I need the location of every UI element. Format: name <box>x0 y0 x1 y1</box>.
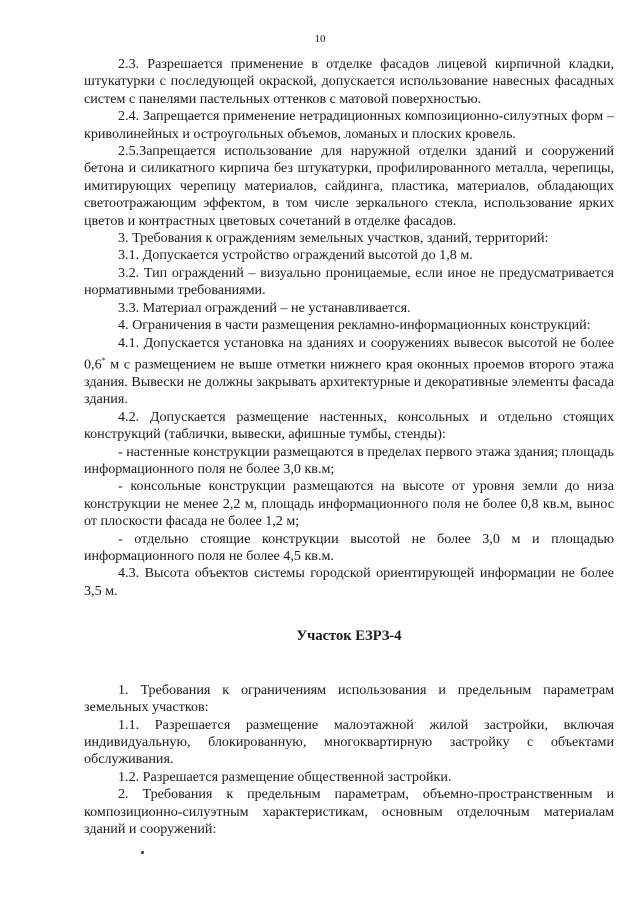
scan-speck <box>141 851 144 854</box>
footnote-mark: * <box>101 355 106 365</box>
document-body <box>84 56 614 838</box>
paragraph: 3.2. Тип ограждений – визуально проницаемые, если иное не предусматривается нормативными требованиями. <box>84 264 614 299</box>
paragraph: - настенные конструкции размещаются в пределах первого этажа здания; площадь информационного поля не более 3,0 кв.м; <box>84 443 614 478</box>
section-heading: Участок ЕЗРЗ-4 <box>296 628 402 645</box>
page-number: 10 <box>314 33 326 45</box>
paragraph: 1. Требования к ограничениям использования и предельным параметрам земельных участков: <box>84 681 614 716</box>
paragraph-4-1-text-start: 4.1. Допускается установка на зданиях и сооружениях вывесок высотой не более 0,6 <box>84 334 614 373</box>
paragraph: 3. Требования к ограждениям земельных участков, зданий, территорий: <box>118 230 549 247</box>
paragraph: - консольные конструкции размещаются на высоте от уровня земли до низа конструкции не менее 2,2 м, площадь информационного поля не более 0,8 кв.м, вынос от плоскости фасада не более 1,2 м; <box>84 478 614 530</box>
paragraph: 2. Требования к предельным параметрам, объемно-пространственным и композиционно-силуэтным характеристикам, основным отделочным материалам зданий и сооружений: <box>84 786 614 837</box>
paragraph: 4. Ограничения в части размещения рекламно-информационных конструкций: <box>118 317 591 334</box>
paragraph: 4.3. Высота объектов системы городской ориентирующей информации не более 3,5 м. <box>84 565 614 599</box>
paragraph: 4.2. Допускается размещение настенных, консольных и отдельно стоящих конструкций (таблички, вывески, афишные тумбы, стенды): <box>84 408 614 443</box>
paragraph-4-1-text-end: м с размещением не выше отметки нижнего края оконных проемов второго этажа здания. Вывески не должны закрывать архитектурные и декоративные элементы фасада здания. <box>84 356 614 408</box>
paragraph: 2.3. Разрешается применение в отделке фасадов лицевой кирпичной кладки, штукатурки с последующей окраской, допускается использование навесных фасадных систем с панелями пастельных оттенков с матовой поверхностью. <box>84 56 614 107</box>
paragraph: 3.1. Допускается устройство ограждений высотой до 1,8 м. <box>118 247 473 264</box>
paragraph: 1.1. Разрешается размещение малоэтажной жилой застройки, включая индивидуальную, блокированную, многоквартирную застройку с объектами обслуживания. <box>84 716 614 768</box>
paragraph: - отдельно стоящие конструкции высотой не более 3,0 м и площадью информационного поля не более 4,5 кв.м. <box>84 530 614 565</box>
paragraph-4-1 <box>84 335 614 409</box>
paragraph: 3.3. Материал ограждений – не устанавливается. <box>118 299 411 316</box>
paragraph: 2.5.Запрещается использование для наружной отделки зданий и сооружений бетона и силикатного кирпича без штукатурки, профилированного металла, черепицы, имитирующих черепицу материалов, сайдинга, пластика, материалов, обладающих светоотражающим эффектом, в том числе зеркального стекла, использование ярких цветов и контрастных цветовых сочетаний в отделке фасадов. <box>84 143 614 229</box>
paragraph: 1.2. Разрешается размещение общественной застройки. <box>118 768 452 785</box>
paragraph: 2.4. Запрещается применение нетрадиционных композиционно-силуэтных форм – криволинейных и остроугольных объемов, ломаных и плоских кровель. <box>84 108 614 142</box>
